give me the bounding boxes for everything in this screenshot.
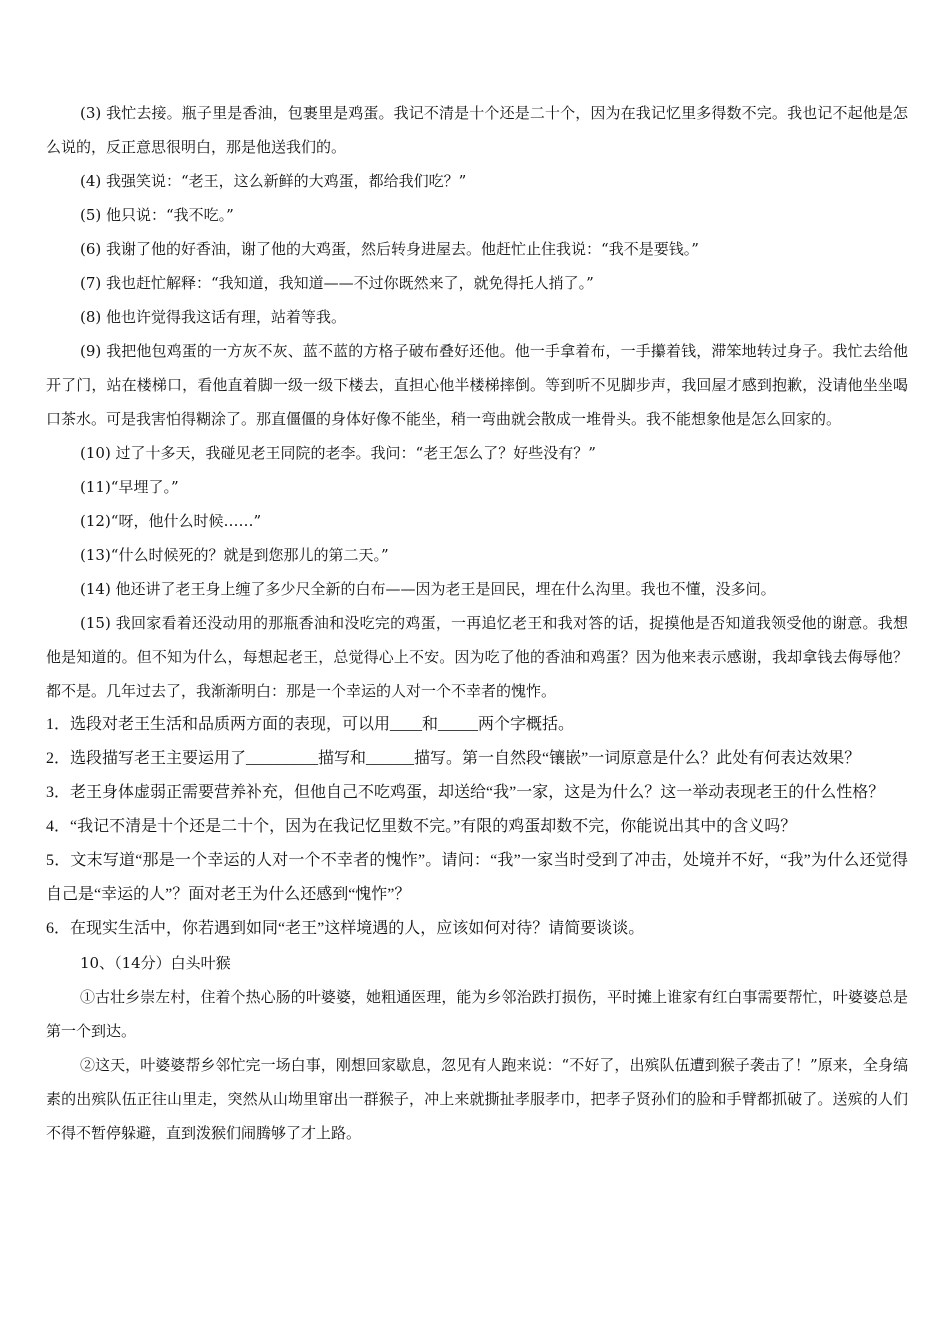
document-body — [46, 96, 908, 1150]
passage-paragraph-10: (10) 过了十多天，我碰见老王同院的老李。我问：“老王怎么了？好些没有？” — [80, 444, 596, 462]
passage-paragraph-7: (7) 我也赶忙解释：“我知道，我知道——不过你既然来了，就免得托人捎了。” — [80, 274, 594, 292]
question-5: 5．文末写道“那是一个幸运的人对一个不幸者的愧怍”。请问：“我”一家当时受到了冲击，处境并不好，“我”为什么还觉得自己是“幸运的人”？面对老王为什么还感到“愧怍”？ — [46, 852, 908, 903]
question-2: 2．选段描写老王主要运用了_________描写和______描写。第一自然段“镶嵌”一词原意是什么？此处有何表达效果？ — [46, 750, 861, 767]
question-4: 4．“我记不清是十个还是二十个，因为在我记忆里数不完。”有限的鸡蛋却数不完，你能说出其中的含义吗？ — [46, 818, 797, 835]
passage-paragraph-13: (13)“什么时候死的？就是到您那儿的第二天。” — [80, 546, 389, 564]
question-1: 1．选段对老王生活和品质两方面的表现，可以用____和_____两个字概括。 — [46, 716, 575, 733]
passage-paragraph-11: (11)“早埋了。” — [80, 478, 179, 496]
passage-paragraph-12: (12)“呀，他什么时候……” — [80, 512, 262, 530]
passage-paragraph-8: (8) 他也许觉得我这话有理，站着等我。 — [80, 308, 347, 326]
passage-paragraph-3: (3) 我忙去接。瓶子里是香油，包裹里是鸡蛋。我记不清是十个还是二十个，因为在我记忆里多得数不完。我也记不起他是怎么说的，反正意思很明白，那是他送我们的。 — [46, 104, 908, 156]
passage-paragraph-14: (14) 他还讲了老王身上缠了多少尺全新的白布——因为老王是回民，埋在什么沟里。我也不懂，没多问。 — [80, 580, 776, 598]
passage-paragraph-9: (9) 我把他包鸡蛋的一方灰不灰、蓝不蓝的方格子破布叠好还他。他一手拿着布，一手攥着钱，滞笨地转过身子。我忙去给他开了门，站在楼梯口，看他直着脚一级一级下楼去，直担心他半楼梯摔倒。等到听不见脚步声，我回屋才感到抱歉，没请他坐坐喝口茶水。可是我害怕得糊涂了。那直僵僵的身体好像不能坐，稍一弯曲就会散成一堆骨头。我不能想象他是怎么回家的。 — [46, 342, 908, 428]
passage-paragraph-4: (4) 我强笑说：“老王，这么新鲜的大鸡蛋，都给我们吃？” — [80, 172, 467, 190]
section-10-paragraph-1: ①古壮乡崇左村，住着个热心肠的叶婆婆，她粗通医理，能为乡邻治跌打损伤，平时摊上谁家有红白事需要帮忙，叶婆婆总是第一个到达。 — [46, 988, 908, 1040]
question-6: 6．在现实生活中，你若遇到如同“老王”这样境遇的人，应该如何对待？请简要谈谈。 — [46, 920, 645, 937]
question-3: 3．老王身体虚弱正需要营养补充，但他自己不吃鸡蛋，却送给“我”一家，这是为什么？这一举动表现老王的什么性格？ — [46, 784, 885, 801]
section-10-paragraph-2: ②这天，叶婆婆帮乡邻忙完一场白事，刚想回家歇息，忽见有人跑来说：“不好了，出殡队伍遭到猴子袭击了！”原来，全身缟素的出殡队伍正往山里走，突然从山坳里窜出一群猴子，冲上来就撕扯孝服孝巾，把孝子贤孙们的脸和手臂都抓破了。送殡的人们不得不暂停躲避，直到泼猴们闹腾够了才上路。 — [46, 1056, 908, 1142]
passage-paragraph-15: (15) 我回家看着还没动用的那瓶香油和没吃完的鸡蛋，一再追忆老王和我对答的话，捉摸他是否知道我领受他的谢意。我想他是知道的。但不知为什么，每想起老王，总觉得心上不安。因为吃了他的香油和鸡蛋？因为他来表示感谢，我却拿钱去侮辱他？都不是。几年过去了，我渐渐明白：那是一个幸运的人对一个不幸者的愧怍。 — [46, 614, 908, 700]
section-10-heading: 10、（14分）白头叶猴 — [80, 954, 231, 972]
passage-paragraph-6: (6) 我谢了他的好香油，谢了他的大鸡蛋，然后转身进屋去。他赶忙止住我说：“我不是要钱。” — [80, 240, 699, 258]
passage-paragraph-5: (5) 他只说：“我不吃。” — [80, 206, 234, 224]
